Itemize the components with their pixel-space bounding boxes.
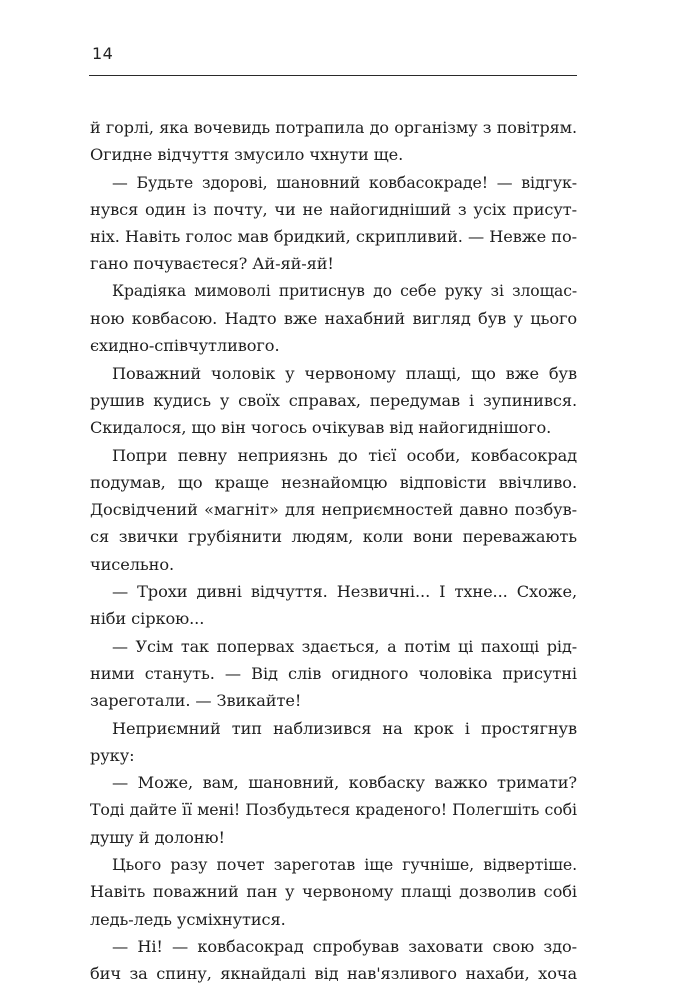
text-line: ною ковбасою. Надто вже нахабний вигляд був у цього [90,309,577,329]
text-line: ледь-ледь усміхнутися. [90,909,286,929]
text-line: нувся один із почту, чи не найогидніший з усіх присут- [90,199,577,219]
text-line: Цього разу почет зареготав іще гучніше, відвертіше. [112,855,577,875]
text-line: ними стануть. — Від слів огидного чоловіка присутні [90,663,577,683]
text-line: єхидно-співчутливого. [90,336,280,356]
text-line: Навіть поважний пан у червоному плащі дозволив собі [90,882,577,902]
text-line: ніби сіркою... [90,609,205,629]
text-line: Досвідчений «магніт» для неприємностей давно позбув- [90,500,577,520]
text-line: Попри певну неприязнь до тієї особи, ковбасокрад [112,445,577,465]
text-line: Крадіяка мимоволі притиснув до себе руку зі злощас- [112,281,577,300]
text-line: — Будьте здорові, шановний ковбасокраде! — відгук- [112,172,577,192]
text-line: зареготали. — Звикайте! [90,691,302,711]
text-line: — Усім так попервах здається, а потім ці пахощі рід- [112,636,577,656]
book-text-body [90,114,577,988]
text-line: — Ні! — ковбасокрад спробував заховати свою здо- [112,936,577,956]
text-line: — Може, вам, шановний, ковбаску важко тримати? [112,773,577,793]
text-line: й горлі, яка вочевидь потрапила до організму з повітрям. [90,118,577,137]
text-line: душу й долоню! [90,827,225,847]
text-line: Тоді дайте її мені! Позбудьтеся краденого! Полегшіть собі [90,800,577,820]
text-line: Поважний чоловік у червоному плащі, що вже був [112,363,577,383]
page-number: 14 [92,44,114,63]
text-line: ніх. Навіть голос мав бридкий, скрипливий. — Невже по- [90,227,577,247]
text-line: подумав, що краще незнайомцю відповісти ввічливо. [90,472,577,492]
text-line: — Трохи дивні відчуття. Незвичні... І тхне... Схоже, [112,582,577,602]
text-line: рушив кудись у своїх справах, передумав і зупинився. [90,390,577,410]
text-line: ся звички грубіянити людям, коли вони переважають [90,527,577,547]
text-line: гано почуваєтеся? Ай-яй-яй! [90,254,334,274]
text-line: Огидне відчуття змусило чхнути ще. [90,145,404,165]
text-line: руку: [90,745,135,765]
text-line: Неприємний тип наблизився на крок і простягнув [112,718,577,738]
text-line: чисельно. [90,554,175,574]
text-line: Скидалося, що він чогось очікував від найогиднішого. [90,418,552,438]
header-rule [89,75,577,76]
text-line: бич за спину, якнайдалі від нав'язливого нахаби, хоча [90,964,577,984]
